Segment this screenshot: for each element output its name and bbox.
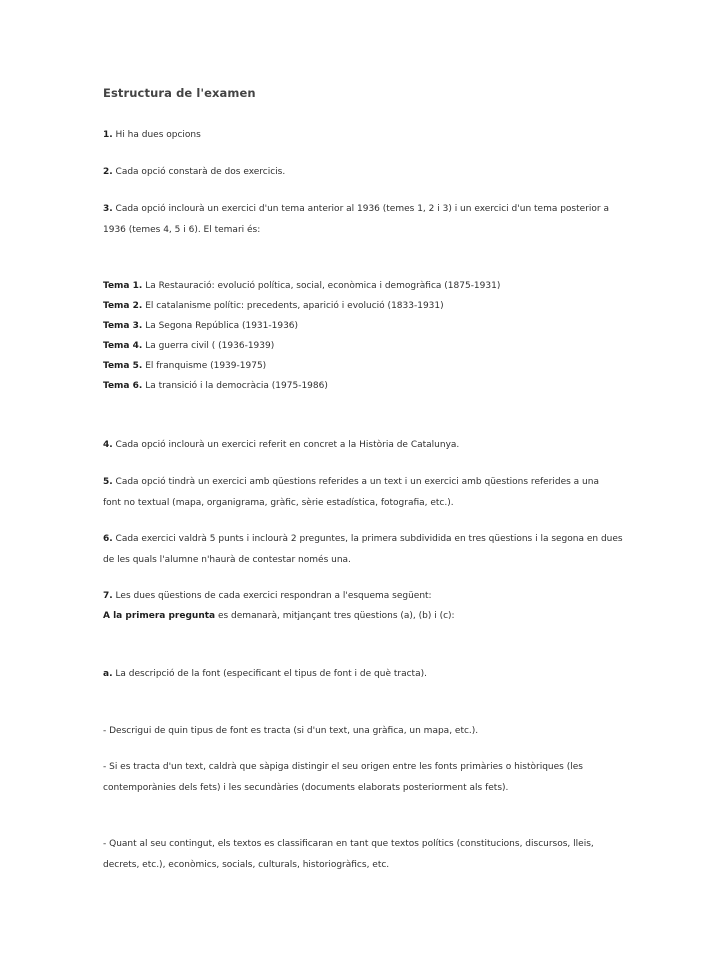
tema-label: Tema 2. — [103, 301, 143, 311]
item-7 — [103, 586, 623, 607]
item-1 — [103, 125, 623, 146]
item-number: 1. — [103, 130, 113, 140]
item-text: La descripció de la font (especificant el tipus de font i de què tracta). — [112, 669, 427, 679]
item-text: Cada opció inclourà un exercici d'un tema anterior al 1936 (temes 1, 2 i 3) i un exercici d'un tema posterior a 1936 (temes 4, 5 i 6). El temari és: — [103, 204, 609, 235]
bullet-1: - Descrigui de quin tipus de font es tracta (si d'un text, una gràfica, un mapa, etc.). — [103, 726, 479, 736]
item-number: a. — [103, 669, 113, 679]
item-text: Cada opció inclourà un exercici referit en concret a la Història de Catalunya. — [112, 440, 460, 450]
tema-4 — [103, 336, 274, 357]
item-number: 6. — [103, 534, 113, 544]
item-text: Les dues qüestions de cada exercici respondran a l'esquema següent: — [112, 591, 432, 601]
item-number: 7. — [103, 591, 113, 601]
tema-1 — [103, 276, 500, 297]
tema-text: La guerra civil ( (1936-1939) — [142, 341, 275, 351]
bullet-2: - Si es tracta d'un text, caldrà que sàpiga distingir el seu origen entre les fonts primàries o històriques (les contemporànies dels fets) i les secundàries (documents elaborats posteriorment als fets). — [103, 762, 583, 793]
item-5 — [103, 472, 603, 513]
item-2 — [103, 162, 623, 183]
tema-text: La Segona República (1931-1936) — [142, 321, 299, 331]
tema-text: La transició i la democràcia (1975-1986) — [142, 381, 328, 391]
item-4 — [103, 435, 623, 456]
item-a — [103, 664, 623, 685]
item-text: Hi ha dues opcions — [112, 130, 201, 140]
bullet-3: - Quant al seu contingut, els textos es classificaran en tant que textos polítics (constitucions, discursos, lleis, decrets, etc.), econòmics, socials, culturals, historiogràfics, etc. — [103, 839, 594, 870]
item-6 — [103, 529, 623, 570]
tema-label: Tema 5. — [103, 361, 143, 371]
item-text: Cada opció tindrà un exercici amb qüestions referides a un text i un exercici amb qüestions referides a una font no textual (mapa, organigrama, gràfic, sèrie estadística, fotografia, etc.). — [103, 477, 599, 508]
tema-6 — [103, 376, 328, 397]
tema-label: Tema 4. — [103, 341, 143, 351]
item-text: Cada exercici valdrà 5 punts i inclourà 2 preguntes, la primera subdividida en tres qüestions i la segona en dues de les quals l'alumne n'haurà de contestar només una. — [103, 534, 623, 565]
tema-text: La Restauració: evolució política, social, econòmica i demogràfica (1875-1931) — [142, 281, 501, 291]
tema-5 — [103, 356, 266, 377]
first-question-intro — [103, 606, 623, 627]
item-number: 2. — [103, 167, 113, 177]
item-text: Cada opció constarà de dos exercicis. — [112, 167, 286, 177]
item-number: 3. — [103, 204, 113, 214]
first-question-label: A la primera pregunta — [103, 611, 216, 621]
tema-text: El catalanisme polític: precedents, aparició i evolució (1833-1931) — [142, 301, 444, 311]
tema-2 — [103, 296, 444, 317]
tema-label: Tema 6. — [103, 381, 143, 391]
tema-label: Tema 3. — [103, 321, 143, 331]
item-number: 4. — [103, 440, 113, 450]
tema-label: Tema 1. — [103, 281, 143, 291]
tema-3 — [103, 316, 298, 337]
item-3 — [103, 199, 623, 240]
first-question-text: es demanarà, mitjançant tres qüestions (a), (b) i (c): — [215, 611, 455, 621]
item-number: 5. — [103, 477, 113, 487]
document-title: Estructura de l'examen — [103, 86, 256, 100]
tema-text: El franquisme (1939-1975) — [142, 361, 267, 371]
